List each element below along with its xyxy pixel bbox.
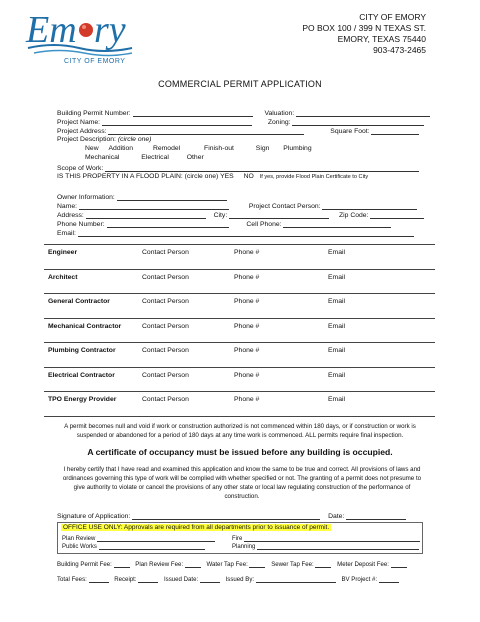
option-mechanical[interactable]: Mechanical	[85, 154, 120, 161]
label-signature: Signature of Application:	[57, 513, 131, 520]
office-use-box	[57, 522, 423, 554]
label-issued-by: Issued By:	[225, 576, 255, 583]
contact-email-field[interactable]: Email	[328, 371, 345, 379]
water-tap-fee-field[interactable]	[249, 560, 265, 568]
issued-date-field[interactable]	[200, 575, 220, 583]
contact-phone-field[interactable]: Phone #	[234, 322, 260, 330]
building-permit-number-field[interactable]	[133, 109, 253, 117]
contact-phone-field[interactable]: Phone #	[234, 298, 260, 305]
label-zoning: Zoning:	[267, 119, 291, 126]
contact-phone-field[interactable]: Phone #	[234, 347, 260, 354]
row-address	[57, 211, 424, 219]
label-project-address: Project Address:	[57, 128, 107, 135]
row-totals	[57, 575, 399, 583]
name-field[interactable]	[79, 202, 229, 210]
label-phone-number: Phone Number:	[57, 221, 105, 228]
label-meter-deposit-fee: Meter Deposit Fee:	[337, 561, 389, 568]
svg-text:Em: Em	[26, 9, 77, 51]
label-issued-date: Issued Date:	[163, 576, 199, 583]
svg-text:ry: ry	[94, 9, 126, 51]
contact-phone-field[interactable]: Phone #	[234, 371, 260, 379]
label-fire: Fire	[232, 536, 243, 542]
phone-number-field[interactable]	[107, 220, 229, 228]
address-line-3: EMORY, TEXAS 75440	[337, 34, 426, 44]
project-address-field[interactable]	[108, 127, 304, 135]
contact-email-field[interactable]: Email	[328, 298, 345, 305]
form-title: COMMERCIAL PERMIT APPLICATION	[158, 79, 322, 89]
label-building-permit-fee: Building Permit Fee:	[57, 561, 112, 568]
circle-one-hint: (circle one)	[117, 136, 152, 143]
label-date: Date:	[328, 513, 345, 520]
plan-review-fee-field[interactable]	[185, 560, 201, 568]
office-use-label: OFFICE USE ONLY: Approvals are required from all departments prior to issuance of permit.	[63, 524, 330, 531]
row-signature	[57, 512, 406, 520]
contact-row	[44, 343, 435, 368]
label-sewer-tap-fee: Sewer Tap Fee:	[271, 561, 314, 568]
certification-text: I hereby certify that I have read and examined this application and know the same to be true and correct. All provisions of laws and ordinances governing this type of work will be complied with whether specified or not. The granting of a permit does not presume to give authority to violate or cancel the provisions of any other state or local law regulating construction of the performance of construction.	[62, 466, 422, 500]
city-logo	[24, 8, 134, 68]
contact-email-field[interactable]: Email	[328, 273, 345, 281]
contact-row	[44, 392, 435, 417]
fire-row	[232, 535, 420, 542]
label-project-description: Project Description:	[57, 136, 116, 143]
public-works-field[interactable]	[99, 543, 205, 550]
contact-email-field[interactable]: Email	[328, 322, 345, 330]
row-fees	[57, 560, 407, 568]
plan-review-field[interactable]	[97, 535, 215, 542]
contact-role: Electrical Contractor	[48, 371, 115, 379]
option-plumbing[interactable]: Plumbing	[283, 145, 312, 152]
address-field[interactable]	[86, 211, 206, 219]
plan-review-row	[62, 535, 215, 542]
contact-role: Mechanical Contractor	[48, 322, 122, 330]
meter-deposit-fee-field[interactable]	[391, 560, 407, 568]
permit-notice: A permit becomes null and void if work or construction authorized is not commenced within 180 days, or if construction or work is suspended or abandoned for a period of 180 days at any time work is commenced. ALL permits require final inspection.	[64, 423, 416, 439]
label-project-contact-person: Project Contact Person:	[248, 203, 321, 210]
receipt-field[interactable]	[138, 575, 158, 583]
option-new[interactable]: New	[85, 145, 99, 152]
contact-role: Engineer	[48, 249, 78, 256]
option-remodel[interactable]: Remodel	[152, 145, 181, 152]
contact-role: General Contractor	[48, 298, 110, 305]
contact-role: Plumbing Contractor	[48, 347, 116, 354]
contact-person-field[interactable]: Contact Person	[142, 371, 189, 379]
option-finish-out[interactable]: Finish-out	[204, 145, 234, 152]
contact-email-field[interactable]: Email	[328, 249, 345, 256]
label-bv-project: BV Project #:	[341, 576, 378, 583]
planning-field[interactable]	[257, 543, 419, 550]
row-description-options-2	[85, 154, 204, 161]
row-phone-number	[57, 220, 391, 228]
contact-person-field[interactable]: Contact Person	[142, 322, 189, 330]
scope-of-work-field[interactable]	[105, 164, 419, 172]
flood-yes-option[interactable]: YES	[220, 173, 234, 180]
contact-row	[44, 319, 435, 344]
contacts-table	[44, 244, 435, 417]
label-address: Address:	[57, 212, 84, 219]
logo-subtitle: CITY OF EMORY	[64, 58, 126, 65]
label-name: Name:	[57, 203, 78, 210]
flood-note: If yes, provide Flood Plain Certificate to City	[259, 174, 369, 180]
contact-phone-field[interactable]: Phone #	[234, 249, 260, 256]
label-cell-phone: Cell Phone:	[246, 221, 282, 228]
sewer-tap-fee-field[interactable]	[315, 560, 331, 568]
total-fees-field[interactable]	[89, 575, 109, 583]
contact-row	[44, 368, 435, 393]
option-electrical[interactable]: Electrical	[141, 154, 169, 161]
row-name	[57, 202, 417, 210]
contact-person-field[interactable]: Contact Person	[142, 273, 189, 281]
label-flood-plain: IS THIS PROPERTY IN A FLOOD PLAIN: (circle one)	[57, 173, 219, 180]
valuation-field[interactable]	[296, 109, 430, 117]
address-line-4: 903-473-2465	[373, 45, 426, 55]
row-permit-number	[57, 109, 430, 117]
contact-phone-field[interactable]: Phone #	[234, 396, 260, 403]
contact-person-field[interactable]: Contact Person	[142, 396, 189, 403]
label-city: City:	[213, 212, 228, 219]
address-line-2: PO BOX 100 / 399 N TEXAS ST.	[302, 23, 426, 33]
row-owner-information	[57, 193, 227, 201]
row-description-options-1	[85, 145, 312, 152]
option-sign[interactable]: Sign	[255, 145, 270, 152]
building-permit-fee-field[interactable]	[114, 560, 130, 568]
label-plan-review: Plan Review	[62, 536, 96, 542]
label-plan-review-fee: Plan Review Fee:	[135, 561, 184, 568]
contact-row	[44, 270, 435, 295]
contact-person-field[interactable]: Contact Person	[142, 298, 189, 305]
zip-code-field[interactable]	[370, 211, 424, 219]
flood-no-option[interactable]: NO	[243, 173, 254, 180]
zoning-field[interactable]	[292, 118, 424, 126]
planning-row	[232, 543, 419, 550]
row-project-name	[57, 118, 424, 126]
contact-person-field[interactable]: Contact Person	[142, 347, 189, 354]
label-planning: Planning	[232, 544, 256, 550]
label-valuation: Valuation:	[264, 110, 295, 117]
occupancy-note: A certificate of occupancy must be issued before any building is occupied.	[87, 447, 393, 457]
row-scope-of-work	[57, 164, 419, 172]
row-email	[57, 229, 414, 237]
label-water-tap-fee: Water Tap Fee:	[206, 561, 248, 568]
contact-person-field[interactable]: Contact Person	[142, 249, 189, 256]
option-addition[interactable]: Addition	[108, 145, 134, 152]
label-owner-information: Owner Information:	[57, 194, 115, 201]
signature-field[interactable]	[132, 512, 320, 520]
label-building-permit-number: Building Permit Number:	[57, 110, 131, 117]
date-field[interactable]	[346, 512, 406, 520]
row-project-description	[57, 136, 151, 143]
label-zip-code: Zip Code:	[339, 212, 369, 219]
label-email: Email:	[57, 230, 76, 237]
label-project-name: Project Name:	[57, 119, 101, 126]
label-receipt: Receipt:	[114, 576, 137, 583]
project-contact-person-field[interactable]	[322, 202, 417, 210]
public-works-row	[62, 543, 205, 550]
contact-role: TPO Energy Provider	[48, 396, 117, 403]
city-address	[302, 12, 426, 56]
owner-information-field[interactable]	[117, 193, 227, 201]
row-flood-plain	[57, 173, 368, 180]
square-foot-field[interactable]	[371, 127, 419, 135]
issued-by-field[interactable]	[256, 575, 336, 583]
label-scope-of-work: Scope of Work:	[57, 165, 104, 172]
address-line-1: CITY OF EMORY	[359, 12, 426, 22]
label-square-foot: Square Foot:	[330, 128, 370, 135]
email-field[interactable]	[78, 229, 414, 237]
contact-row	[44, 245, 435, 270]
label-total-fees: Total Fees:	[57, 576, 87, 583]
bv-project-field[interactable]	[379, 575, 399, 583]
row-project-address	[57, 127, 419, 135]
label-public-works: Public Works	[62, 544, 97, 550]
city-field[interactable]	[229, 211, 329, 219]
contact-role: Architect	[48, 273, 78, 281]
contact-email-field[interactable]: Email	[328, 347, 345, 354]
option-other[interactable]: Other	[186, 154, 204, 161]
cell-phone-field[interactable]	[283, 220, 391, 228]
project-name-field[interactable]	[102, 118, 252, 126]
fire-field[interactable]	[244, 535, 420, 542]
contact-row	[44, 294, 435, 319]
contact-phone-field[interactable]: Phone #	[234, 273, 260, 281]
contact-email-field[interactable]: Email	[328, 396, 345, 403]
